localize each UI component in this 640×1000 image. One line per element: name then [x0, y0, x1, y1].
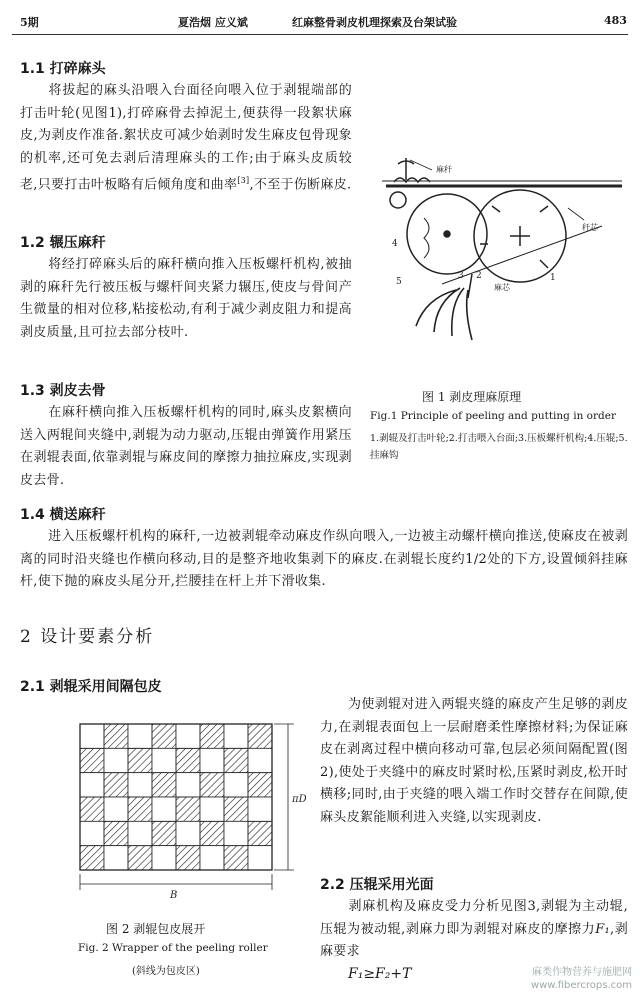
wrapper-cell [128, 797, 152, 821]
force-f1: F₁ [595, 921, 611, 937]
leader-label-1 [410, 160, 432, 170]
header-rule [12, 34, 628, 35]
wrapper-cell [128, 748, 152, 772]
wrapper-cell [152, 797, 176, 821]
section-1-2-body [20, 254, 352, 344]
section-1-4-heading: 1.4 横送麻秆 [20, 507, 106, 523]
section-1-3-text: 在麻秆横向推入压板螺杆机构的同时,麻头皮絮横向送入两辊间夹缝中,剥辊为动力驱动,压辊由弹簧作用紧压在剥辊表面,依靠剥辊与麻皮间的摩擦力抽拉麻皮,实现剥皮去骨. [20, 405, 352, 488]
wrapper-cell [152, 724, 176, 748]
header-issue: 5期 [20, 16, 39, 29]
wrapper-cell [200, 821, 224, 845]
wrapper-cell [104, 846, 128, 870]
wrapper-cell [200, 748, 224, 772]
wrapper-cell [224, 748, 248, 772]
wrapper-cell [200, 846, 224, 870]
wrapper-cell [224, 821, 248, 845]
wrapper-cell [152, 846, 176, 870]
watermark-line-2: www.fibercrops.com [530, 980, 632, 991]
section-1-3-body [20, 402, 352, 492]
section-1-1-text: 将拔起的麻头沿喂入台面径向喂入位于剥辊端部的打击叶轮(见图1),打碎麻骨去掉泥土,便获得一段絮状麻皮,为剥皮作准备.絮状皮可减少始剥时发生麻皮包骨现象的机率,还可免去剥后清理麻头的工作;由于麻头皮质较老,只要打击叶板略有后倾角度和曲率 [20, 83, 352, 193]
section-2-2-heading: 2.2 压辊采用光面 [320, 877, 434, 893]
section-1-4-text: 进入压板螺杆机构的麻秆,一边被剥辊牵动麻皮作纵向喂入,一边被主动螺杆横向推送,使麻皮在被剥离的同时沿夹缝也作横向移动,目的是整齐地收集剥下的麻皮.在剥辊长度约1/2处的下方,设置倾斜挂麻杆,使下抛的麻皮头尾分开,拦腰挂在杆上并下滑收集. [20, 529, 628, 589]
wrapper-cell [248, 748, 272, 772]
wrapper-cell [200, 773, 224, 797]
wrapper-cell [200, 724, 224, 748]
wrapper-cell [176, 797, 200, 821]
peeling-tooth-3 [540, 260, 548, 268]
wrapper-cell [248, 797, 272, 821]
section-2-heading: 2 设计要素分析 [20, 627, 155, 647]
wrapper-cell [176, 821, 200, 845]
fig1-label-5: 5 [396, 277, 402, 287]
figure-1-note: 1.剥辊及打击叶轮;2.打击喂入台面;3.压板螺杆机构;4.压辊;5.挂麻钩 [370, 433, 628, 461]
wrapper-cell [176, 773, 200, 797]
wrapper-cell [224, 797, 248, 821]
wrapper-cell [128, 724, 152, 748]
spring-coil [424, 218, 429, 258]
wrapper-cell [248, 821, 272, 845]
section-1-1-tail: ,不至于伤断麻皮. [249, 177, 352, 193]
pressing-roller-center [444, 231, 450, 237]
wrapper-cell [176, 724, 200, 748]
section-1-3-heading: 1.3 剥皮去骨 [20, 383, 106, 399]
wrapper-cell [152, 748, 176, 772]
figure-2-caption-cn: 图 2 剥辊包皮展开 [106, 922, 206, 936]
wrapper-checkerboard [80, 724, 272, 870]
section-1-1-body [20, 80, 352, 197]
fiber-bundle [416, 288, 472, 340]
wrapper-cell [152, 821, 176, 845]
wrapper-cell [152, 773, 176, 797]
wrapper-cell [128, 846, 152, 870]
watermark [500, 966, 632, 992]
fig1-label-stalk: 秆芯 [582, 223, 598, 232]
wrapper-cell [104, 797, 128, 821]
section-2-1-heading: 2.1 剥辊采用间隔包皮 [20, 679, 162, 695]
fig1-label-3: 3 [458, 271, 464, 281]
wrapper-cell [248, 724, 272, 748]
section-2-2-text: 剥麻机构及麻皮受力分析见图3,剥辊为主动辊,压辊为被动辊,剥麻力即为剥辊对麻皮的摩擦力 [320, 899, 628, 937]
hook-stem [468, 274, 472, 298]
wrapper-cell [176, 748, 200, 772]
hanging-rod [442, 226, 602, 284]
wrapper-cell [104, 773, 128, 797]
header-page-number: 483 [604, 14, 627, 27]
wrapper-cell [128, 821, 152, 845]
citation-3: [3] [237, 176, 250, 185]
wrapper-cell [80, 797, 104, 821]
formula-force: F₁≥F₂+T [348, 966, 412, 982]
wrapper-cell [224, 724, 248, 748]
wrapper-cell [104, 748, 128, 772]
fig1-label-1: 1 [550, 273, 556, 283]
figure-1-caption-en: Fig.1 Principle of peeling and putting in order [370, 410, 616, 422]
wrapper-cell [80, 724, 104, 748]
figure-2-caption-en: Fig. 2 Wrapper of the peeling roller [78, 942, 268, 954]
fig1-label-core: 麻芯 [494, 283, 510, 292]
wrapper-cell [176, 846, 200, 870]
header-authors: 夏浩烟 应义斌 [178, 16, 248, 29]
wrapper-cell [80, 821, 104, 845]
section-2-1-body [320, 694, 628, 829]
fig1-label-4: 4 [392, 239, 398, 249]
section-1-2-text: 将经打碎麻头后的麻秆横向推入压板螺杆机构,被抽剥的麻秆先行被压板与螺杆间夹紧力辗压,使皮与骨间产生微量的相对位移,粘接松动,有利于减少剥皮阻力和提高剥皮质量,且可拉去部分枝叶. [20, 257, 352, 340]
dim-b-label: B [170, 890, 178, 901]
wrapper-cell [80, 846, 104, 870]
wrapper-cell [104, 724, 128, 748]
wrapper-cell [80, 748, 104, 772]
small-pulley [390, 192, 406, 208]
wrapper-cell [128, 773, 152, 797]
wrapper-cell [104, 821, 128, 845]
figure-1-diagram [372, 148, 632, 346]
section-1-2-heading: 1.2 辗压麻秆 [20, 235, 106, 251]
leader-label-2 [568, 208, 584, 220]
section-2-2-tail: ,剥麻要求 [320, 921, 629, 959]
wrapper-cell [80, 773, 104, 797]
wrapper-cell [224, 846, 248, 870]
fig1-label-feed: 麻秆 [436, 165, 452, 174]
section-1-1-heading: 1.1 打碎麻头 [20, 61, 106, 77]
peeling-tooth-2 [540, 206, 548, 212]
header-title: 红麻整骨剥皮机理探索及台架试验 [292, 16, 457, 29]
section-2-1-text: 为使剥辊对进入两辊夹缝的麻皮产生足够的剥皮力,在剥辊表面包上一层耐磨柔性摩擦材料;为保证麻皮在剥离过程中横向移动可靠,包层必须间隔配置(图2),使处于夹缝中的麻皮时紧时松,压紧时剥皮,松开时横移;同时,由于夹缝的喂入端工作时交替存在间隙,使麻头皮絮能顺利进入夹缝,以实现剥皮. [320, 697, 628, 825]
wrapper-cell [224, 773, 248, 797]
figure-2-note: (斜线为包皮区) [132, 966, 200, 977]
section-2-2-body [320, 896, 628, 964]
watermark-line-1: 麻类作物营养与施肥网 [532, 967, 632, 978]
fig1-label-2: 2 [476, 271, 482, 281]
figure-2-diagram [66, 712, 316, 902]
peeling-tooth-1 [492, 206, 500, 212]
dim-h-label: πD [292, 794, 307, 805]
figure-1-caption-cn: 图 1 剥皮理麻原理 [422, 390, 522, 404]
wrapper-cell [248, 846, 272, 870]
section-1-4-body [20, 526, 628, 594]
wrapper-cell [200, 797, 224, 821]
wrapper-cell [248, 773, 272, 797]
